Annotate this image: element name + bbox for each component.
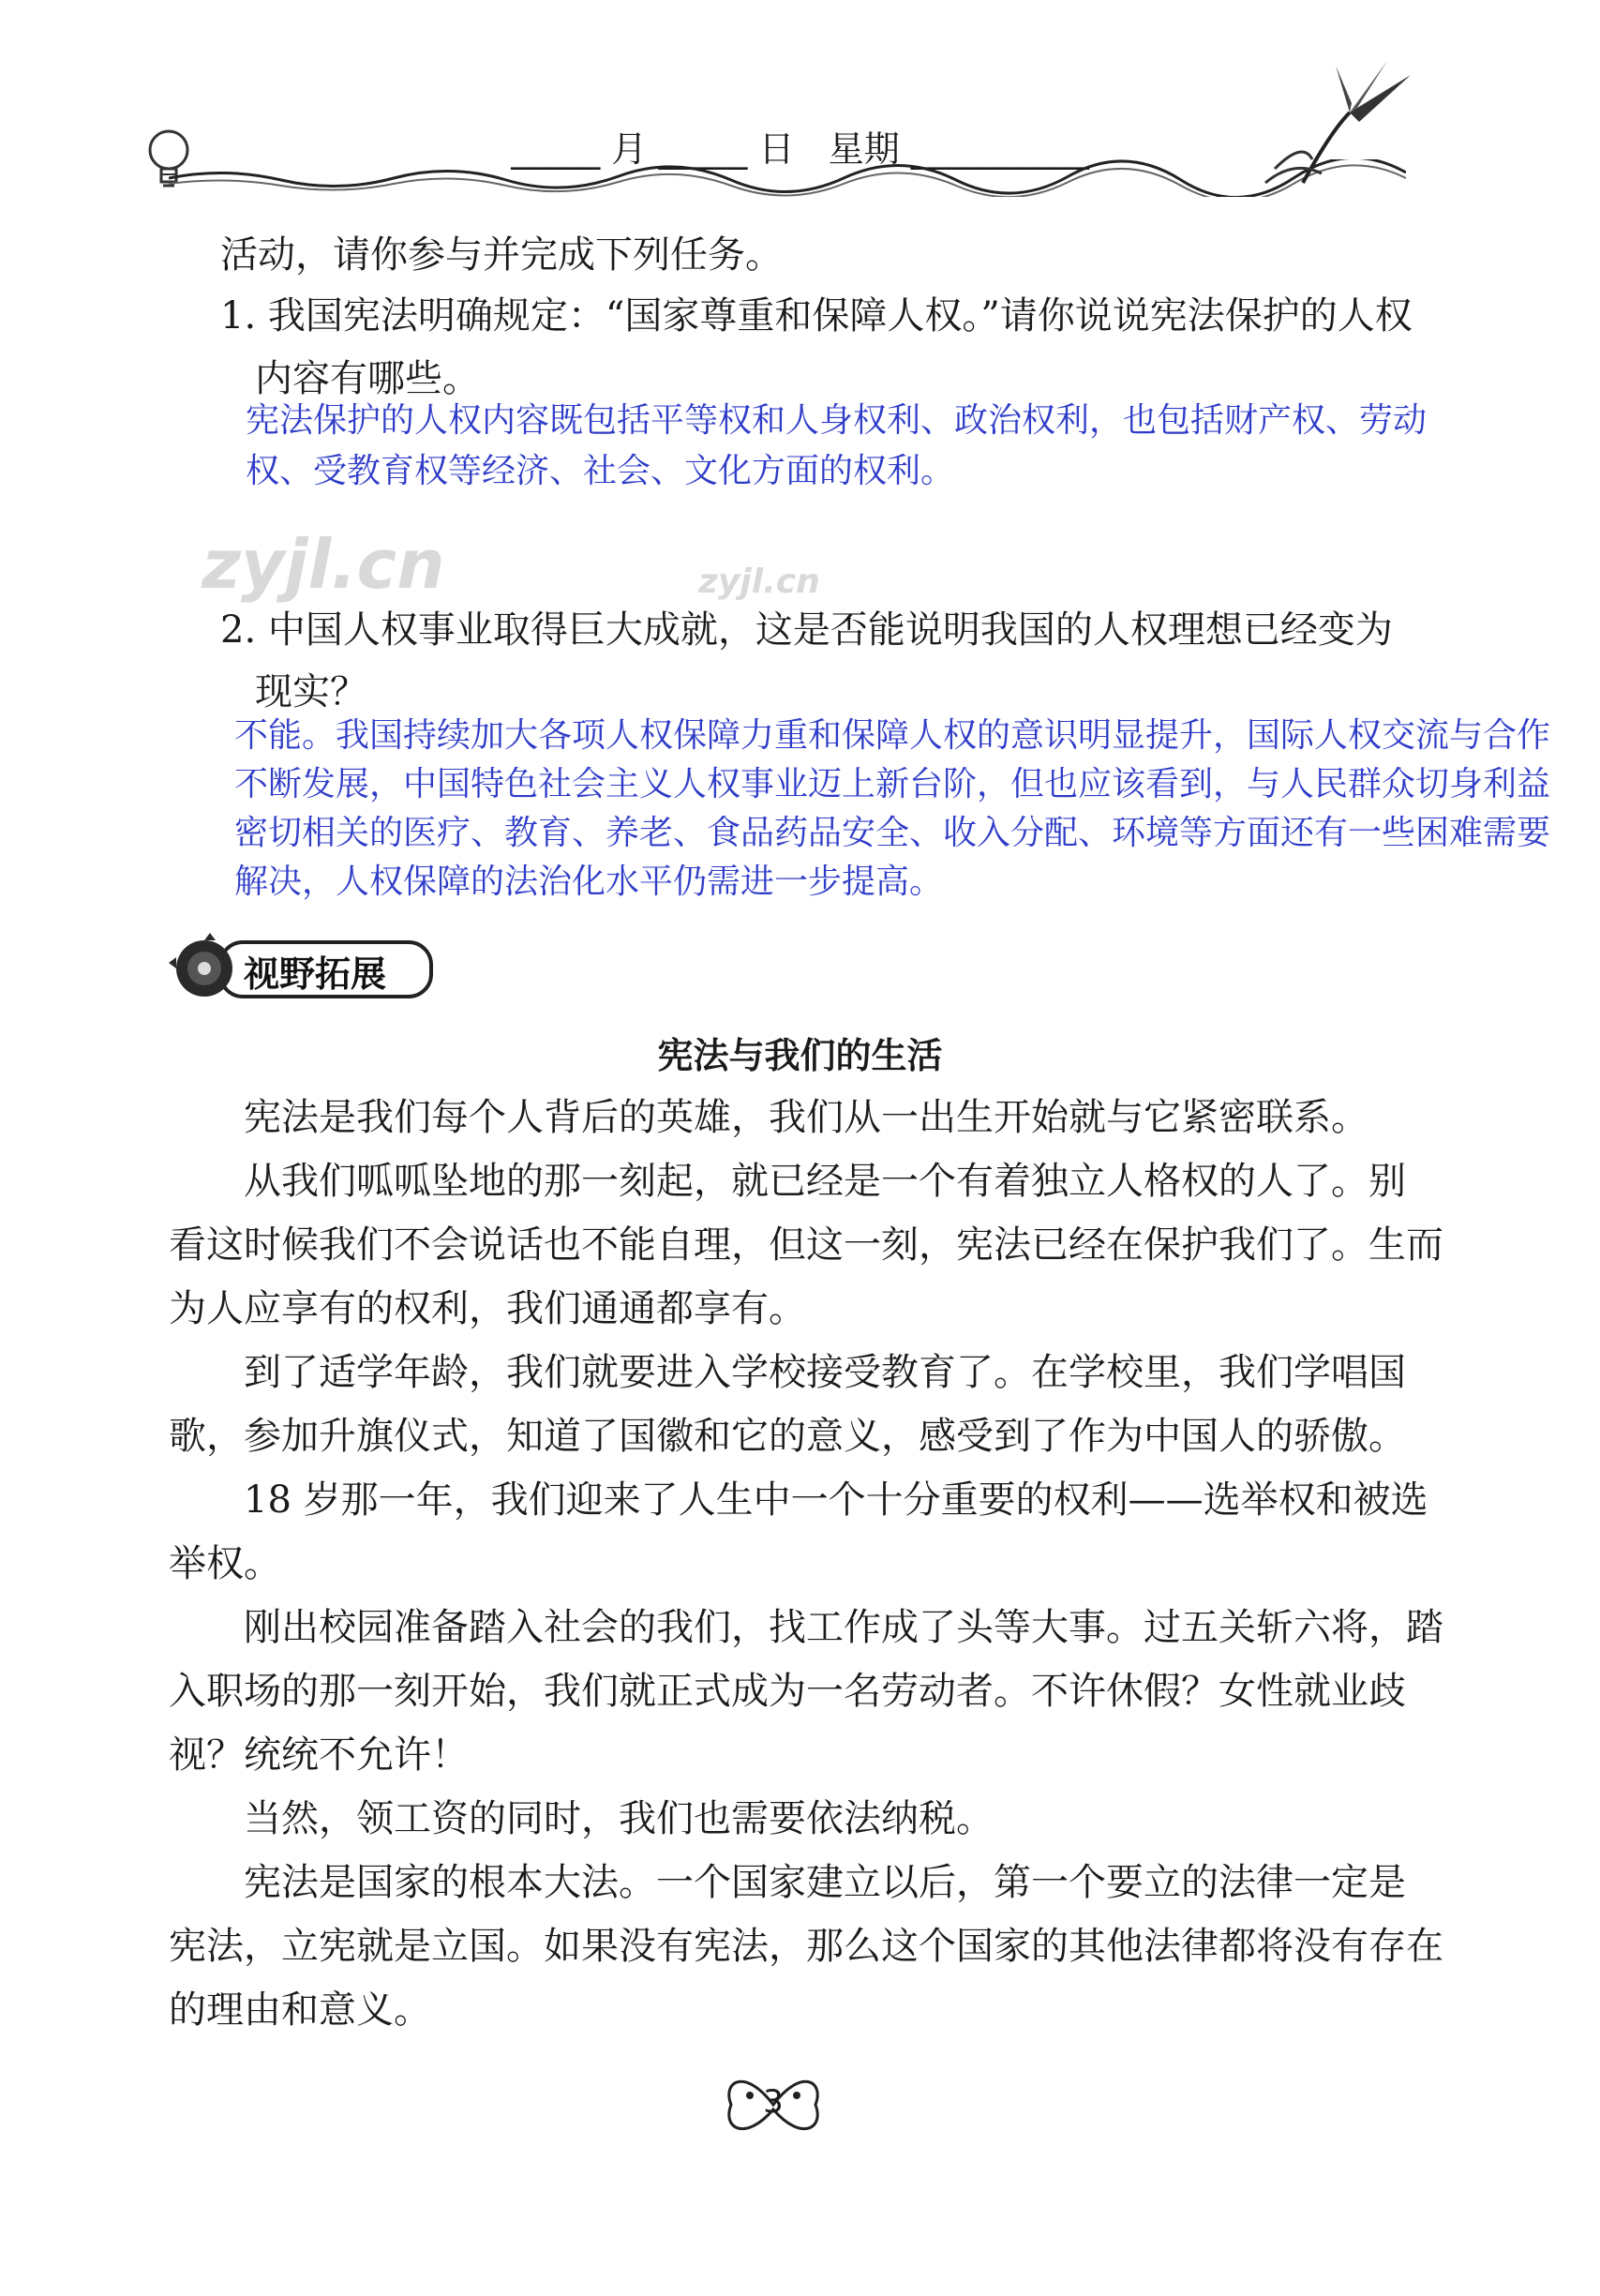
question-2-line-1: 2. 中国人权事业取得巨大成就，这是否能说明我国的人权理想已经变为 <box>220 608 1393 652</box>
question-1-line-1: 1. 我国宪法明确规定：“国家尊重和保障人权。”请你说说宪法保护的人权 <box>220 294 1413 338</box>
bird-of-paradise-flower-icon <box>1247 56 1415 188</box>
article-line-5: 到了适学年龄，我们就要进入学校接受教育了。在学校里，我们学唱国 <box>244 1351 1406 1394</box>
article-line-12: 当然，领工资的同时，我们也需要依法纳税。 <box>244 1797 994 1840</box>
article-line-2: 从我们呱呱坠地的那一刻起，就已经是一个有着独立人格权的人了。别 <box>244 1160 1406 1203</box>
answer-1-line-1: 宪法保护的人权内容既包括平等权和人身权利、政治权利，也包括财产权、劳动 <box>246 401 1428 440</box>
question-2-line-2: 现实？ <box>255 670 367 713</box>
article-line-7: 18 岁那一年，我们迎来了人生中一个十分重要的权利——选举权和被选 <box>244 1478 1428 1522</box>
page-number: 3 <box>763 2083 784 2121</box>
watermark-small: zyjl.cn <box>698 563 820 601</box>
article-line-8: 举权。 <box>169 1542 281 1585</box>
answer-2-line-4: 解决，人权保障的法治化水平仍需进一步提高。 <box>234 863 944 901</box>
header-date-line: _____ 月 _____ 日 星期 __________ <box>511 128 1089 170</box>
watermark-large: zyjl.cn <box>202 525 445 604</box>
section-title: 视野拓展 <box>244 953 387 995</box>
article-line-1: 宪法是我们每个人背后的英雄，我们从一出生开始就与它紧密联系。 <box>244 1096 1368 1139</box>
intro-text: 活动，请你参与并完成下列任务。 <box>220 233 783 277</box>
flower-icon <box>169 933 232 997</box>
answer-2-line-3: 密切相关的医疗、教育、养老、食品药品安全、收入分配、环境等方面还有一些困难需要 <box>234 814 1551 852</box>
article-line-9: 刚出校园准备踏入社会的我们，找工作成了头等大事。过五关斩六将，踏 <box>244 1606 1443 1649</box>
article-title: 宪法与我们的生活 <box>657 1035 943 1076</box>
answer-1-line-2: 权、受教育权等经济、社会、文化方面的权利。 <box>246 452 955 490</box>
header-ornament-line <box>169 159 1406 197</box>
article-line-11: 视？统统不允许！ <box>169 1733 469 1777</box>
article-line-6: 歌，参加升旗仪式，知道了国徽和它的意义，感受到了作为中国人的骄傲。 <box>169 1415 1406 1458</box>
article-line-4: 为人应享有的权利，我们通通都享有。 <box>169 1287 806 1330</box>
article-line-10: 入职场的那一刻开始，我们就正式成为一名劳动者。不许休假？女性就业歧 <box>169 1670 1406 1713</box>
article-line-14: 宪法，立宪就是立国。如果没有宪法，那么这个国家的其他法律都将没有存在 <box>169 1925 1443 1968</box>
question-1-line-2: 内容有哪些。 <box>255 357 480 400</box>
article-line-3: 看这时候我们不会说话也不能自理，但这一刻，宪法已经在保护我们了。生而 <box>169 1223 1443 1267</box>
answer-2-line-1: 不能。我国持续加大各项人权保障力重和保障人权的意识明显提升，国际人权交流与合作 <box>234 716 1551 755</box>
article-line-13: 宪法是国家的根本大法。一个国家建立以后，第一个要立的法律一定是 <box>244 1861 1406 1904</box>
article-line-15: 的理由和意义。 <box>169 1988 431 2032</box>
answer-2-line-2: 不断发展，中国特色社会主义人权事业迈上新台阶，但也应该看到，与人民群众切身利益 <box>234 765 1551 803</box>
